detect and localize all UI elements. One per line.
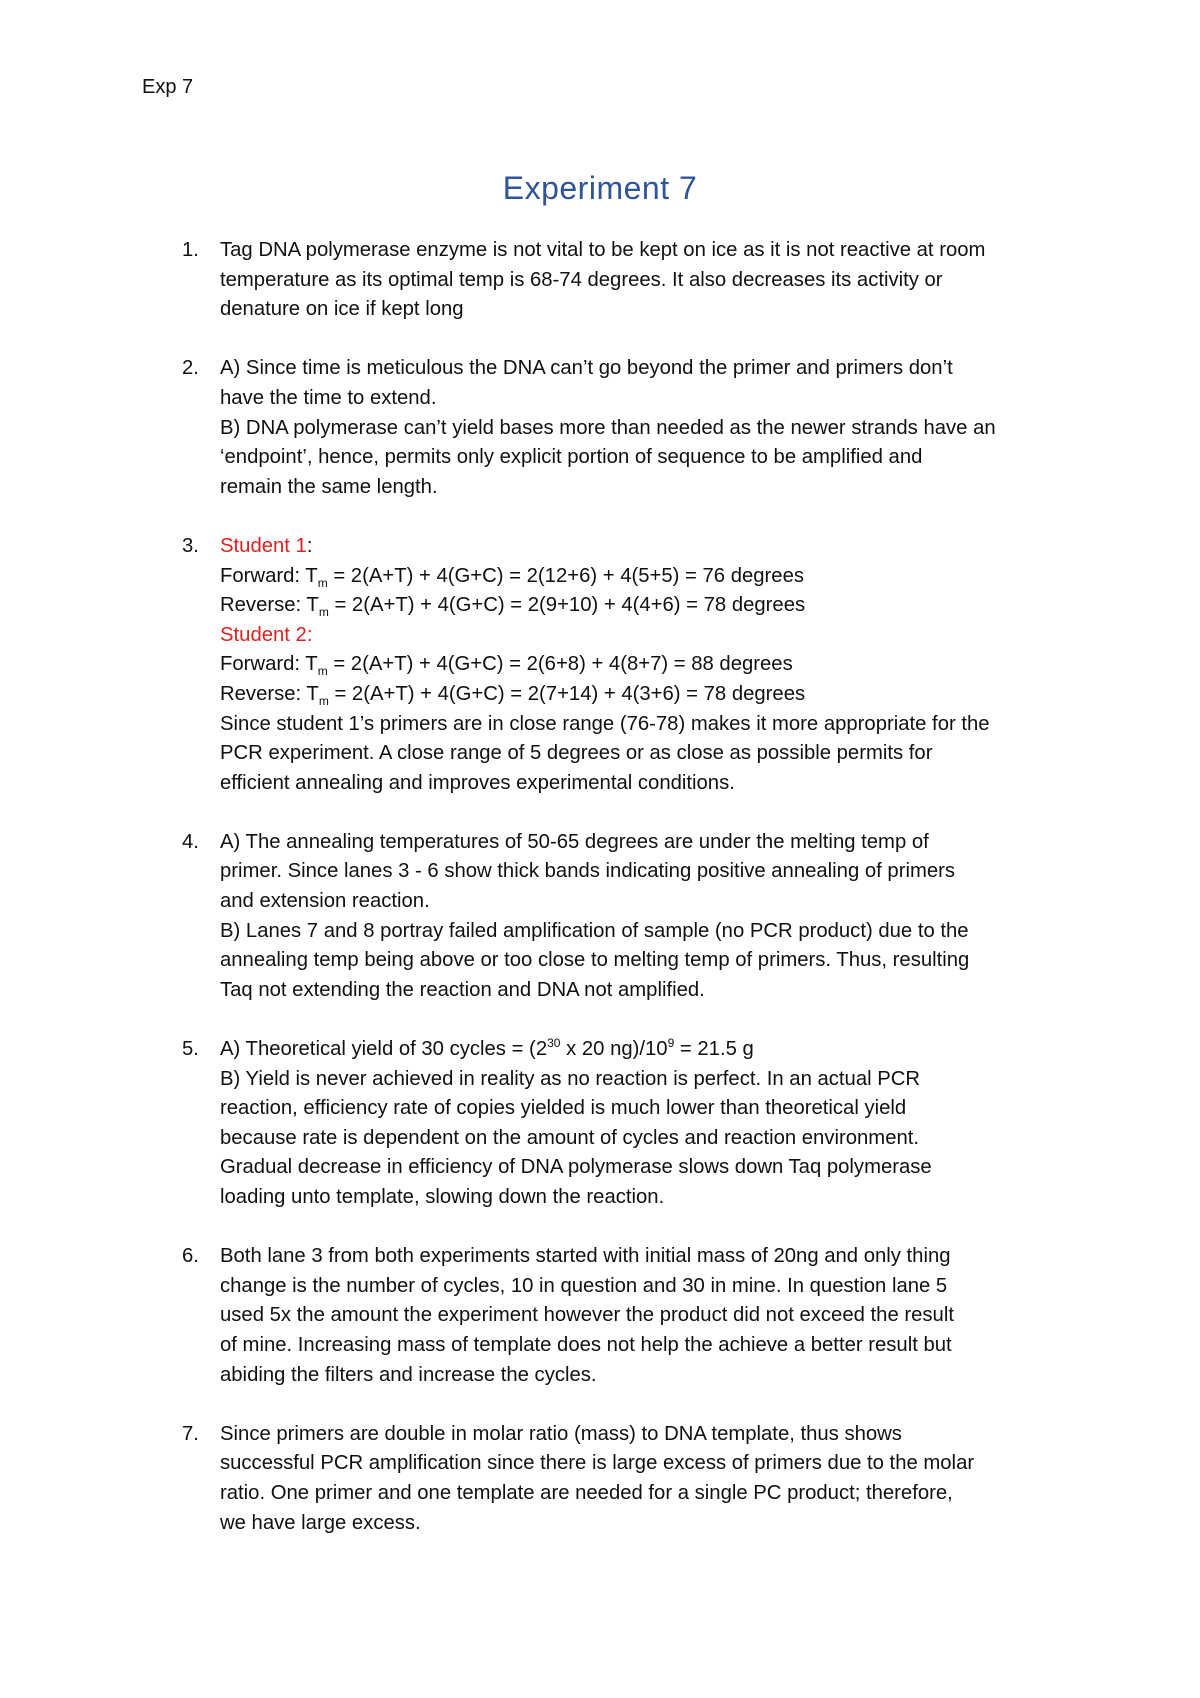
answer-line: Since student 1’s primers are in close range (76-78) makes it more appropriate for the — [220, 712, 990, 735]
yield-text: = 21.5 g — [674, 1038, 754, 1061]
answer-line: abiding the filters and increase the cycles. — [220, 1363, 597, 1386]
answer-line: efficient annealing and improves experimental conditions. — [220, 771, 735, 794]
answer-line: Both lane 3 from both experiments started with initial mass of 20ng and only thing — [220, 1245, 951, 1268]
formula-prefix: Reverse: T — [220, 594, 319, 617]
answer-line: reaction, efficiency rate of copies yielded is much lower than theoretical yield — [220, 1097, 907, 1120]
answer-line: successful PCR amplification since there is large excess of primers due to the molar — [220, 1452, 975, 1475]
answer-line: annealing temp being above or too close to melting temp of primers. Thus, resulting — [220, 949, 970, 972]
answer-line: B) Yield is never achieved in reality as no reaction is perfect. In an actual PCR — [220, 1067, 921, 1090]
student-1-colon: : — [306, 534, 313, 557]
student-2-reverse — [220, 680, 1082, 710]
answer-line: change is the number of cycles, 10 in question and 30 in mine. In question lane 5 — [220, 1274, 948, 1297]
answer-line: B) Lanes 7 and 8 portray failed amplification of sample (no PCR product) due to the — [220, 919, 969, 942]
answer-line: ‘endpoint’, hence, permits only explicit portion of sequence to be amplified and — [220, 446, 923, 469]
formula-prefix: Forward: T — [220, 564, 318, 587]
answer-line: denature on ice if kept long — [220, 298, 464, 321]
yield-exponent: 9 — [667, 1036, 675, 1051]
answer-line: ratio. One primer and one template are needed for a single PC product; therefore, — [220, 1481, 953, 1504]
answer-line: Tag DNA polymerase enzyme is not vital to be kept on ice as it is not reactive at room — [220, 239, 986, 261]
formula-rest: = 2(A+T) + 4(G+C) = 2(7+14) + 4(3+6) = 78 degrees — [328, 682, 806, 705]
answer-line: Since primers are double in molar ratio (mass) to DNA template, thus shows — [220, 1422, 902, 1445]
answer-line: used 5x the amount the experiment however the product did not exceed the result — [220, 1304, 954, 1327]
answer-line: B) DNA polymerase can’t yield bases more than needed as the newer strands have an — [220, 416, 996, 439]
student-1-heading — [220, 532, 1082, 562]
answer-line: A) Since time is meticulous the DNA can’t go beyond the primer and primers don’t — [220, 357, 953, 380]
answer-5 — [182, 1035, 1082, 1213]
answer-number: 2. — [182, 357, 199, 380]
answer-line: loading unto template, slowing down the reaction. — [220, 1186, 665, 1208]
answer-line: because rate is dependent on the amount of cycles and reaction environment. — [220, 1126, 920, 1149]
student-1-label: Student 1 — [220, 534, 307, 557]
answer-number: 6. — [182, 1245, 199, 1268]
answer-line: Gradual decrease in efficiency of DNA polymerase slows down Taq polymerase — [220, 1156, 932, 1179]
answer-line: temperature as its optimal temp is 68-74 degrees. It also decreases its activity or — [220, 268, 943, 291]
formula-subscript: m — [318, 693, 329, 708]
answer-6 — [182, 1242, 1082, 1390]
answer-4 — [182, 828, 1082, 1006]
answer-2 — [182, 354, 1082, 502]
formula-prefix: Forward: T — [220, 653, 318, 676]
answer-number: 3. — [182, 534, 199, 557]
formula-subscript: m — [317, 664, 328, 679]
page-title: Experiment 7 — [502, 170, 698, 206]
page-header: Exp 7 — [142, 76, 194, 98]
formula-subscript: m — [318, 605, 329, 620]
answer-line: A) The annealing temperatures of 50-65 degrees are under the melting temp of — [220, 830, 929, 853]
answer-line: have the time to extend. — [220, 386, 437, 409]
answer-number: 1. — [182, 239, 199, 261]
answer-line: and extension reaction. — [220, 890, 430, 913]
yield-exponent: 30 — [547, 1036, 561, 1051]
student-2-label: Student 2: — [220, 623, 313, 646]
answer-3 — [182, 532, 1082, 798]
answer-number: 5. — [182, 1038, 199, 1061]
formula-rest: = 2(A+T) + 4(G+C) = 2(12+6) + 4(5+5) = 76 degrees — [327, 564, 804, 587]
answer-line: we have large excess. — [220, 1511, 421, 1534]
answer-list — [182, 236, 1082, 1568]
answer-number: 7. — [182, 1422, 199, 1445]
formula-rest: = 2(A+T) + 4(G+C) = 2(9+10) + 4(4+6) = 78 degrees — [328, 594, 806, 617]
answer-line: PCR experiment. A close range of 5 degrees or as close as possible permits for — [220, 742, 933, 765]
theoretical-yield-line — [220, 1035, 1082, 1065]
student-1-forward — [220, 562, 1082, 592]
yield-text: A) Theoretical yield of 30 cycles = (2 — [220, 1038, 548, 1061]
answer-line: of mine. Increasing mass of template does not help the achieve a better result but — [220, 1333, 952, 1356]
answer-1 — [182, 236, 1082, 325]
answer-line: Taq not extending the reaction and DNA not amplified. — [220, 978, 705, 1001]
answer-number: 4. — [182, 830, 199, 853]
yield-text: x 20 ng)/10 — [560, 1038, 668, 1061]
student-2-forward — [220, 650, 1082, 680]
answer-line: remain the same length. — [220, 475, 438, 498]
formula-subscript: m — [317, 575, 328, 590]
answer-line: primer. Since lanes 3 - 6 show thick bands indicating positive annealing of primers — [220, 860, 956, 883]
student-1-reverse — [220, 591, 1082, 621]
answer-7 — [182, 1420, 1082, 1538]
formula-prefix: Reverse: T — [220, 682, 319, 705]
formula-rest: = 2(A+T) + 4(G+C) = 2(6+8) + 4(8+7) = 88 degrees — [327, 653, 793, 676]
